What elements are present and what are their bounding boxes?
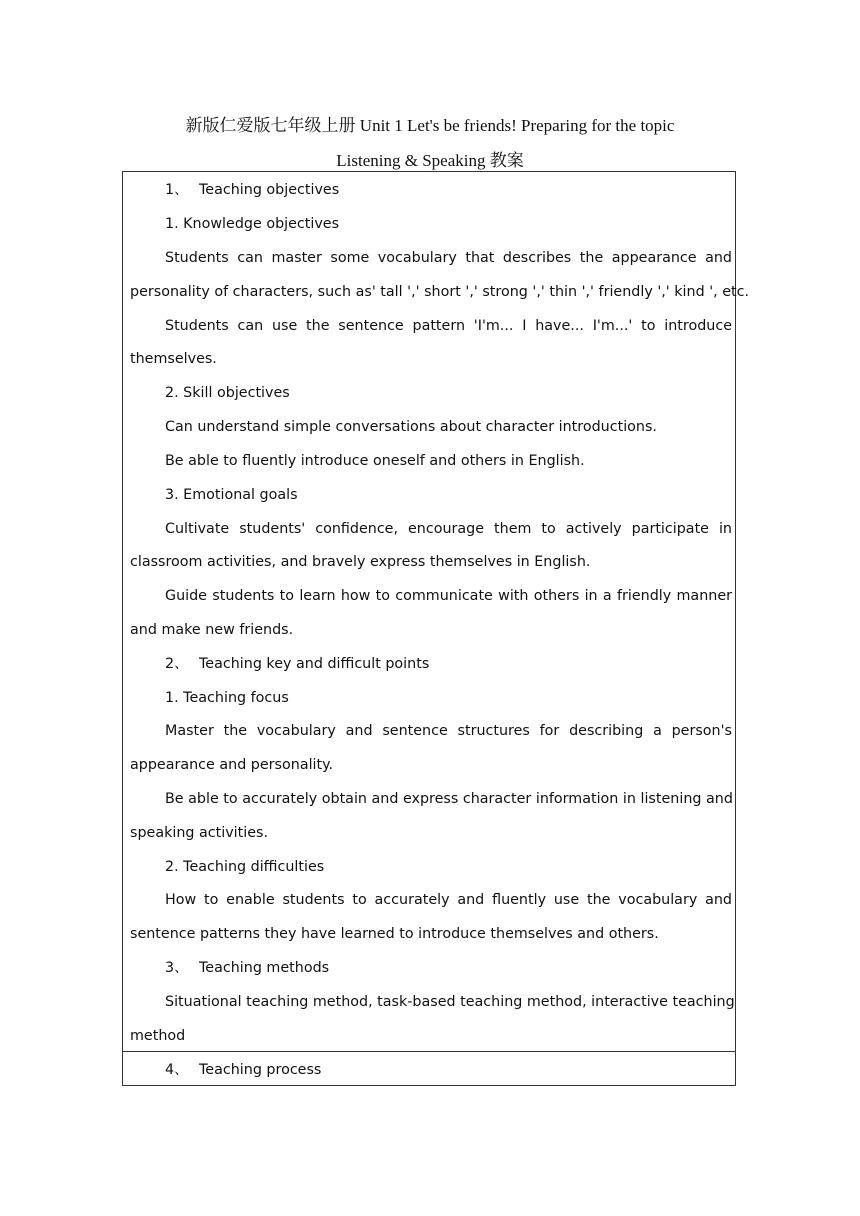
paragraph-line: How to enable students to accurately and fluently use the vocabulary and — [165, 892, 732, 908]
paragraph-line: Master the vocabulary and sentence structures for describing a person's — [165, 723, 732, 739]
paragraph-line: Cultivate students' confidence, encourage them to actively participate in — [165, 521, 732, 537]
subheading-skill: 2. Skill objectives — [165, 385, 290, 401]
document-title-line1: 新版仁爱版七年级上册 Unit 1 Let's be friends! Preparing for the topic — [185, 116, 675, 135]
subheading-emotional: 3. Emotional goals — [165, 487, 298, 503]
table-cell-objectives — [122, 171, 750, 1052]
document-title-line2: Listening & Speaking 教案 — [336, 151, 524, 170]
paragraph-line: Can understand simple conversations about character introductions. — [165, 419, 657, 435]
paragraph-line: and make new friends. — [130, 622, 294, 638]
paragraph-line: Be able to fluently introduce oneself and others in English. — [165, 453, 585, 469]
paragraph-line: Be able to accurately obtain and express character information in listening and — [165, 791, 733, 807]
section-number: 2、 — [165, 656, 189, 672]
paragraph-line: Situational teaching method, task-based teaching method, interactive teaching — [165, 994, 735, 1010]
paragraph-line: themselves. — [130, 351, 217, 367]
section-number: 3、 — [165, 960, 189, 976]
section-heading-text: Teaching methods — [199, 960, 330, 976]
paragraph-line: personality of characters, such as' tall ',' short ',' strong ',' thin ',' friendly ',' kind ', etc. — [130, 284, 750, 300]
section-heading-text: Teaching process — [199, 1062, 322, 1078]
section-heading-methods — [165, 958, 732, 978]
subheading-knowledge: 1. Knowledge objectives — [165, 216, 340, 232]
paragraph-line: Students can use the sentence pattern 'I'm... I have... I'm...' to introduce — [165, 318, 732, 334]
section-heading-key-points — [165, 654, 732, 674]
paragraph-line: method — [130, 1028, 186, 1044]
section-number: 1、 — [165, 182, 189, 198]
section-heading-text: Teaching objectives — [199, 182, 340, 198]
paragraph-line: Guide students to learn how to communicate with others in a friendly manner — [165, 588, 732, 604]
section-number: 4、 — [165, 1062, 189, 1078]
section-heading-text: Teaching key and difficult points — [199, 656, 430, 672]
section-heading-objectives — [165, 180, 732, 200]
paragraph-line: speaking activities. — [130, 825, 269, 841]
subheading-focus: 1. Teaching focus — [165, 690, 289, 706]
subheading-difficulties: 2. Teaching difficulties — [165, 859, 325, 875]
paragraph-line: Students can master some vocabulary that describes the appearance and — [165, 250, 732, 266]
section-heading-process — [165, 1060, 732, 1080]
paragraph-line: appearance and personality. — [130, 757, 334, 773]
paragraph-line: sentence patterns they have learned to introduce themselves and others. — [130, 926, 659, 942]
paragraph-line: classroom activities, and bravely express themselves in English. — [130, 554, 591, 570]
